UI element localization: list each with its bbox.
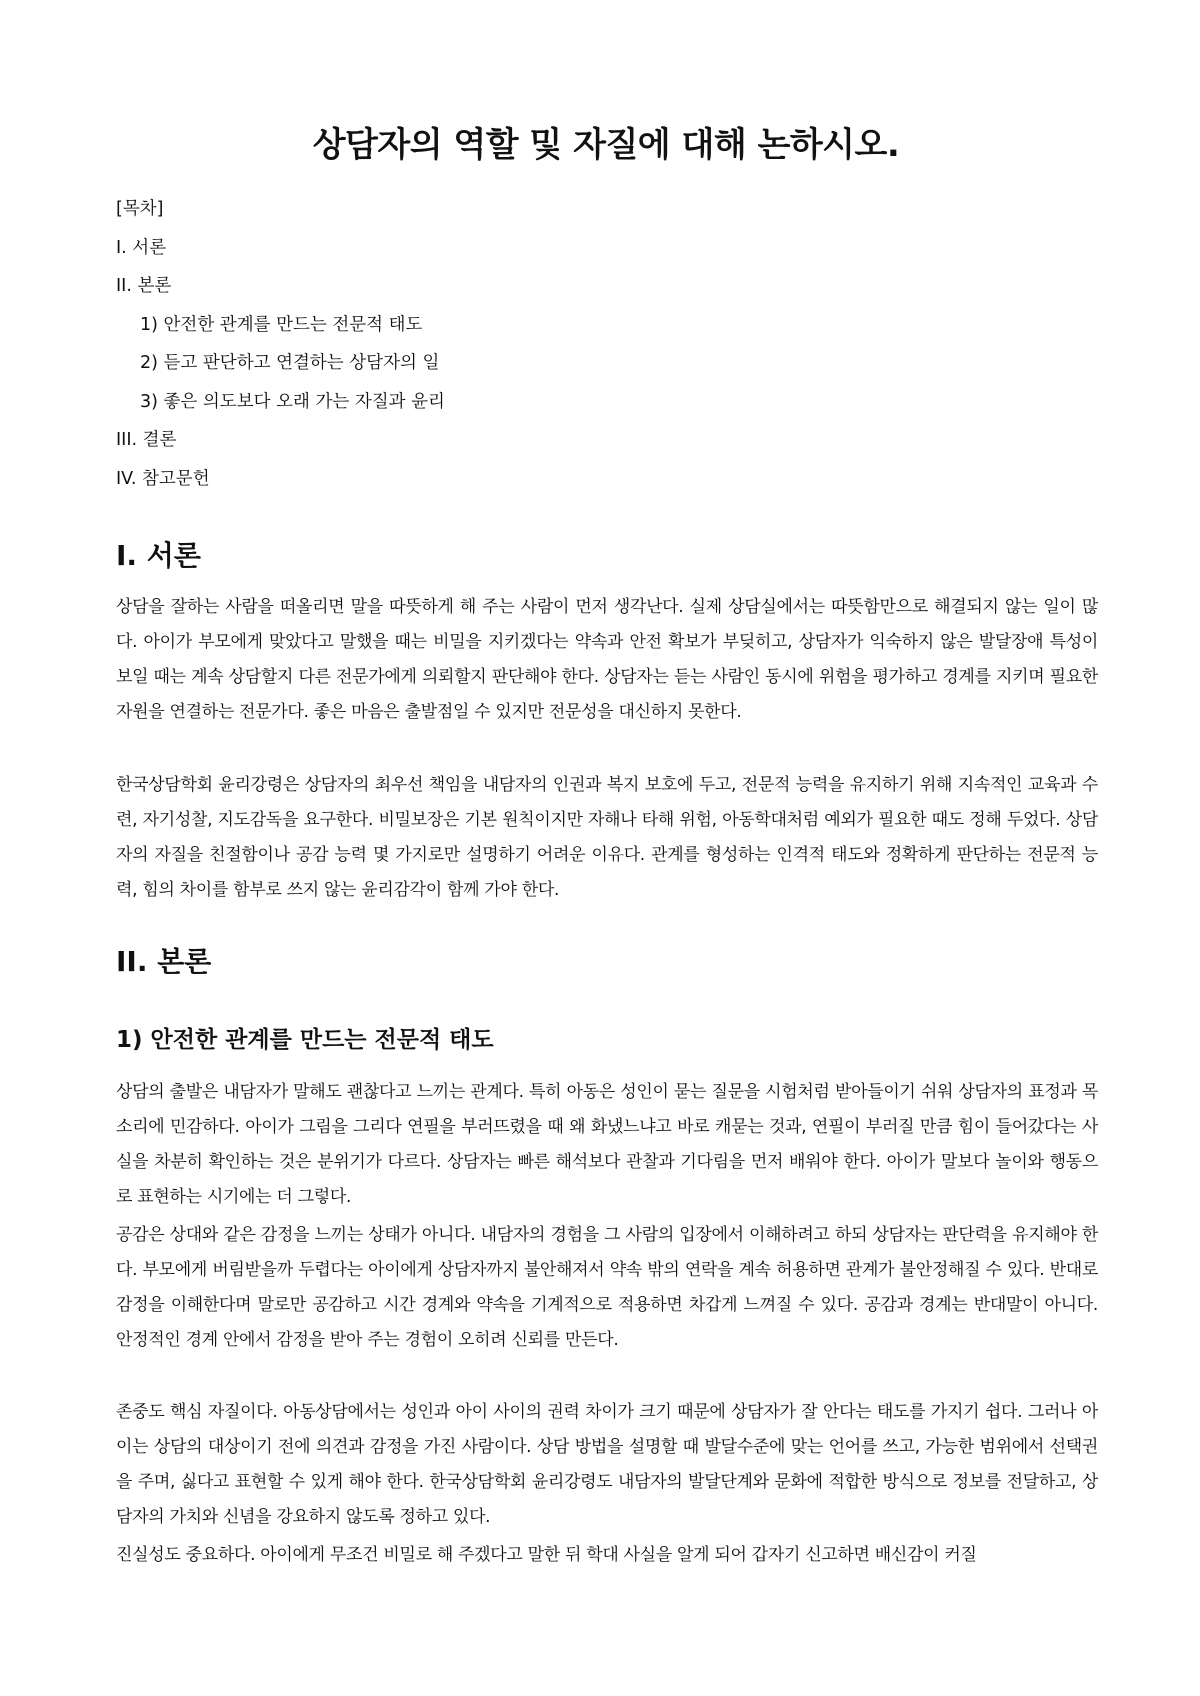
toc-item: I. 서론	[116, 237, 167, 258]
toc-item: 1) 안전한 관계를 만드는 전문적 태도	[140, 314, 423, 335]
paragraph: 존중도 핵심 자질이다. 아동상담에서는 성인과 아이 사이의 권력 차이가 크기 때문에 상담자가 잘 안다는 태도를 가지기 쉽다. 그러나 아이는 상담의 대상이기 전에 의견과 감정을 가진 사람이다. 상담 방법을 설명할 때 발달수준에 맞는 언어를 쓰고, 가능한 범위에서 선택권을 주며, 싫다고 표현할 수 있게 해야 한다. 한국상담학회 윤리강령도 내담자의 발달단계와 문화에 적합한 방식으로 정보를 전달하고, 상담자의 가치와 신념을 강요하지 않도록 정하고 있다.	[116, 1402, 1098, 1527]
toc-item: 3) 좋은 의도보다 오래 가는 자질과 윤리	[140, 391, 445, 412]
toc-item: III. 결론	[116, 430, 177, 450]
toc-item: IV. 참고문헌	[116, 468, 210, 489]
toc-item: 2) 듣고 판단하고 연결하는 상담자의 일	[140, 353, 440, 373]
paragraph: 상담을 잘하는 사람을 떠올리면 말을 따뜻하게 해 주는 사람이 먼저 생각난다. 실제 상담실에서는 따뜻함만으로 해결되지 않는 일이 많다. 아이가 부모에게 맞았다고 말했을 때는 비밀을 지키겠다는 약속과 안전 확보가 부딪히고, 상담자가 익숙하지 않은 발달장애 특성이 보일 때는 계속 상담할지 다른 전문가에게 의뢰할지 판단해야 한다. 상담자는 듣는 사람인 동시에 위험을 평가하고 경계를 지키며 필요한 자원을 연결하는 전문가다. 좋은 마음은 출발점일 수 있지만 전문성을 대신하지 못한다.	[116, 597, 1098, 722]
paragraph: 상담의 출발은 내담자가 말해도 괜찮다고 느끼는 관계다. 특히 아동은 성인이 묻는 질문을 시험처럼 받아들이기 쉬워 상담자의 표정과 목소리에 민감하다. 아이가 그림을 그리다 연필을 부러뜨렸을 때 왜 화냈느냐고 바로 캐묻는 것과, 연필이 부러질 만큼 힘이 들어갔다는 사실을 차분히 확인하는 것은 분위기가 다르다. 상담자는 빠른 해석보다 관찰과 기다림을 먼저 배워야 한다. 아이가 말보다 놀이와 행동으로 표현하는 시기에는 더 그렇다.	[116, 1082, 1098, 1207]
paragraph: 한국상담학회 윤리강령은 상담자의 최우선 책임을 내담자의 인권과 복지 보호에 두고, 전문적 능력을 유지하기 위해 지속적인 교육과 수련, 자기성찰, 지도감독을 요구한다. 비밀보장은 기본 원칙이지만 자해나 타해 위험, 아동학대처럼 예외가 필요한 때도 정해 두었다. 상담자의 자질을 친절함이나 공감 능력 몇 가지로만 설명하기 어려운 이유다. 관계를 형성하는 인격적 태도와 정확하게 판단하는 전문적 능력, 힘의 차이를 함부로 쓰지 않는 윤리감각이 함께 가야 한다.	[116, 775, 1098, 900]
paragraph: 진실성도 중요하다. 아이에게 무조건 비밀로 해 주겠다고 말한 뒤 학대 사실을 알게 되어 갑자기 신고하면 배신감이 커질	[116, 1545, 977, 1565]
table-of-contents	[116, 190, 1096, 498]
document-title: 상담자의 역할 및 자질에 대해 논하시오.	[312, 125, 900, 165]
subsection-heading: 1) 안전한 관계를 만드는 전문적 태도	[116, 1027, 494, 1053]
toc-item: II. 본론	[116, 276, 172, 296]
toc-header: [목차]	[116, 199, 164, 219]
section-heading-intro: I. 서론	[116, 539, 201, 572]
paragraph: 공감은 상대와 같은 감정을 느끼는 상태가 아니다. 내담자의 경험을 그 사람의 입장에서 이해하려고 하되 상담자는 판단력을 유지해야 한다. 부모에게 버림받을까 두렵다는 아이에게 상담자까지 불안해져서 약속 밖의 연락을 계속 허용하면 관계가 불안정해질 수 있다. 반대로 감정을 이해한다며 말로만 공감하고 시간 경계와 약속을 기계적으로 적용하면 차갑게 느껴질 수 있다. 공감과 경계는 반대말이 아니다. 안정적인 경계 안에서 감정을 받아 주는 경험이 오히려 신뢰를 만든다.	[116, 1225, 1098, 1350]
section-heading-body: II. 본론	[116, 945, 212, 978]
